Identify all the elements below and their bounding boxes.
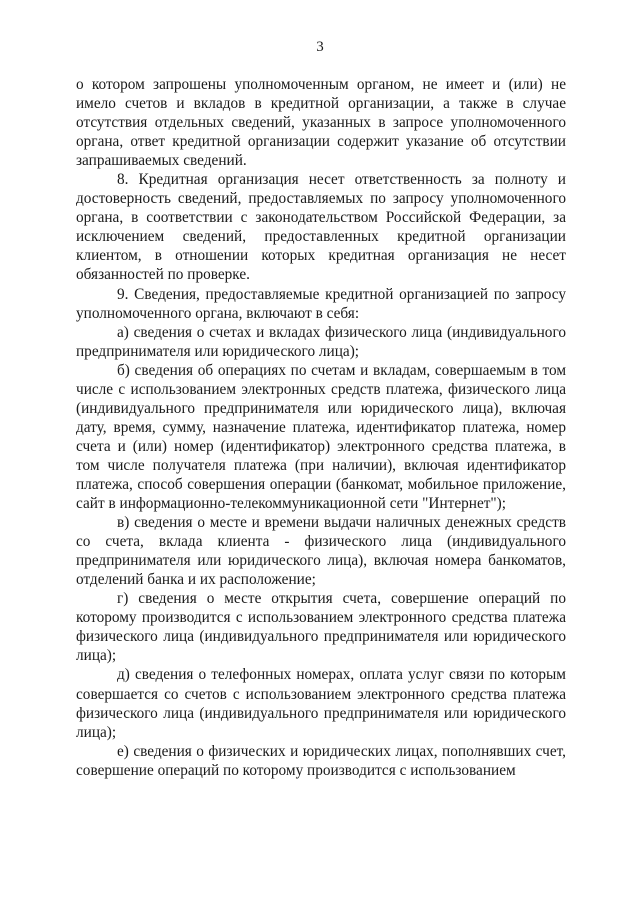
document-body: [76, 75, 566, 780]
paragraph-item-8: 8. Кредитная организация несет ответственность за полноту и достоверность сведений, предоставляемых по запросу уполномоченного органа, в соответствии с законодательством Российской Федерации, за исключением сведений, предоставленных кредитной организации клиентом, в отношении которых кредитная организация не несет обязанностей по проверке.: [76, 171, 566, 284]
paragraph-subitem-b: б) сведения об операциях по счетам и вкладам, совершаемым в том числе с использованием электронных средств платежа, физического лица (индивидуального предпринимателя или юридического лица), включая дату, время, сумму, назначение платежа, идентификатор платежа, номер счета и (или) номер (идентификатор) электронного средства платежа, в том числе получателя платежа (при наличии), включая идентификатор платежа, способ совершения операции (банкомат, мобильное приложение, сайт в информационно-телекоммуникационной сети "Интернет");: [76, 361, 566, 513]
paragraph-subitem-a: а) сведения о счетах и вкладах физического лица (индивидуального предпринимателя или юридического лица);: [76, 323, 566, 360]
paragraph-continuation: о котором запрошены уполномоченным органом, не имеет и (или) не имело счетов и вкладов в кредитной организации, а также в случае отсутствия отдельных сведений, указанных в запросе уполномоченного органа, ответ кредитной организации содержит указание об отсутствии запрашиваемых сведений.: [76, 76, 566, 170]
paragraph-item-9: 9. Сведения, предоставляемые кредитной организацией по запросу уполномоченного органа, включают в себя:: [76, 285, 566, 322]
page-number: 3: [316, 39, 324, 55]
paragraph-subitem-v: в) сведения о месте и времени выдачи наличных денежных средств со счета, вклада клиента - физического лица (индивидуального предпринимателя или юридического лица), включая номера банкоматов, отделений банка и их расположение;: [76, 514, 566, 589]
paragraph-subitem-g: г) сведения о месте открытия счета, совершение операций по которому производится с использованием электронного средства платежа физического лица (индивидуального предпринимателя или юридического лица);: [76, 590, 566, 665]
paragraph-subitem-e: е) сведения о физических и юридических лицах, пополнявших счет, совершение операций по которому производится с использованием: [76, 742, 566, 779]
paragraph-subitem-d: д) сведения о телефонных номерах, оплата услуг связи по которым совершается со счетов с использованием электронного средства платежа физического лица (индивидуального предпринимателя или юридического лица);: [76, 666, 566, 741]
